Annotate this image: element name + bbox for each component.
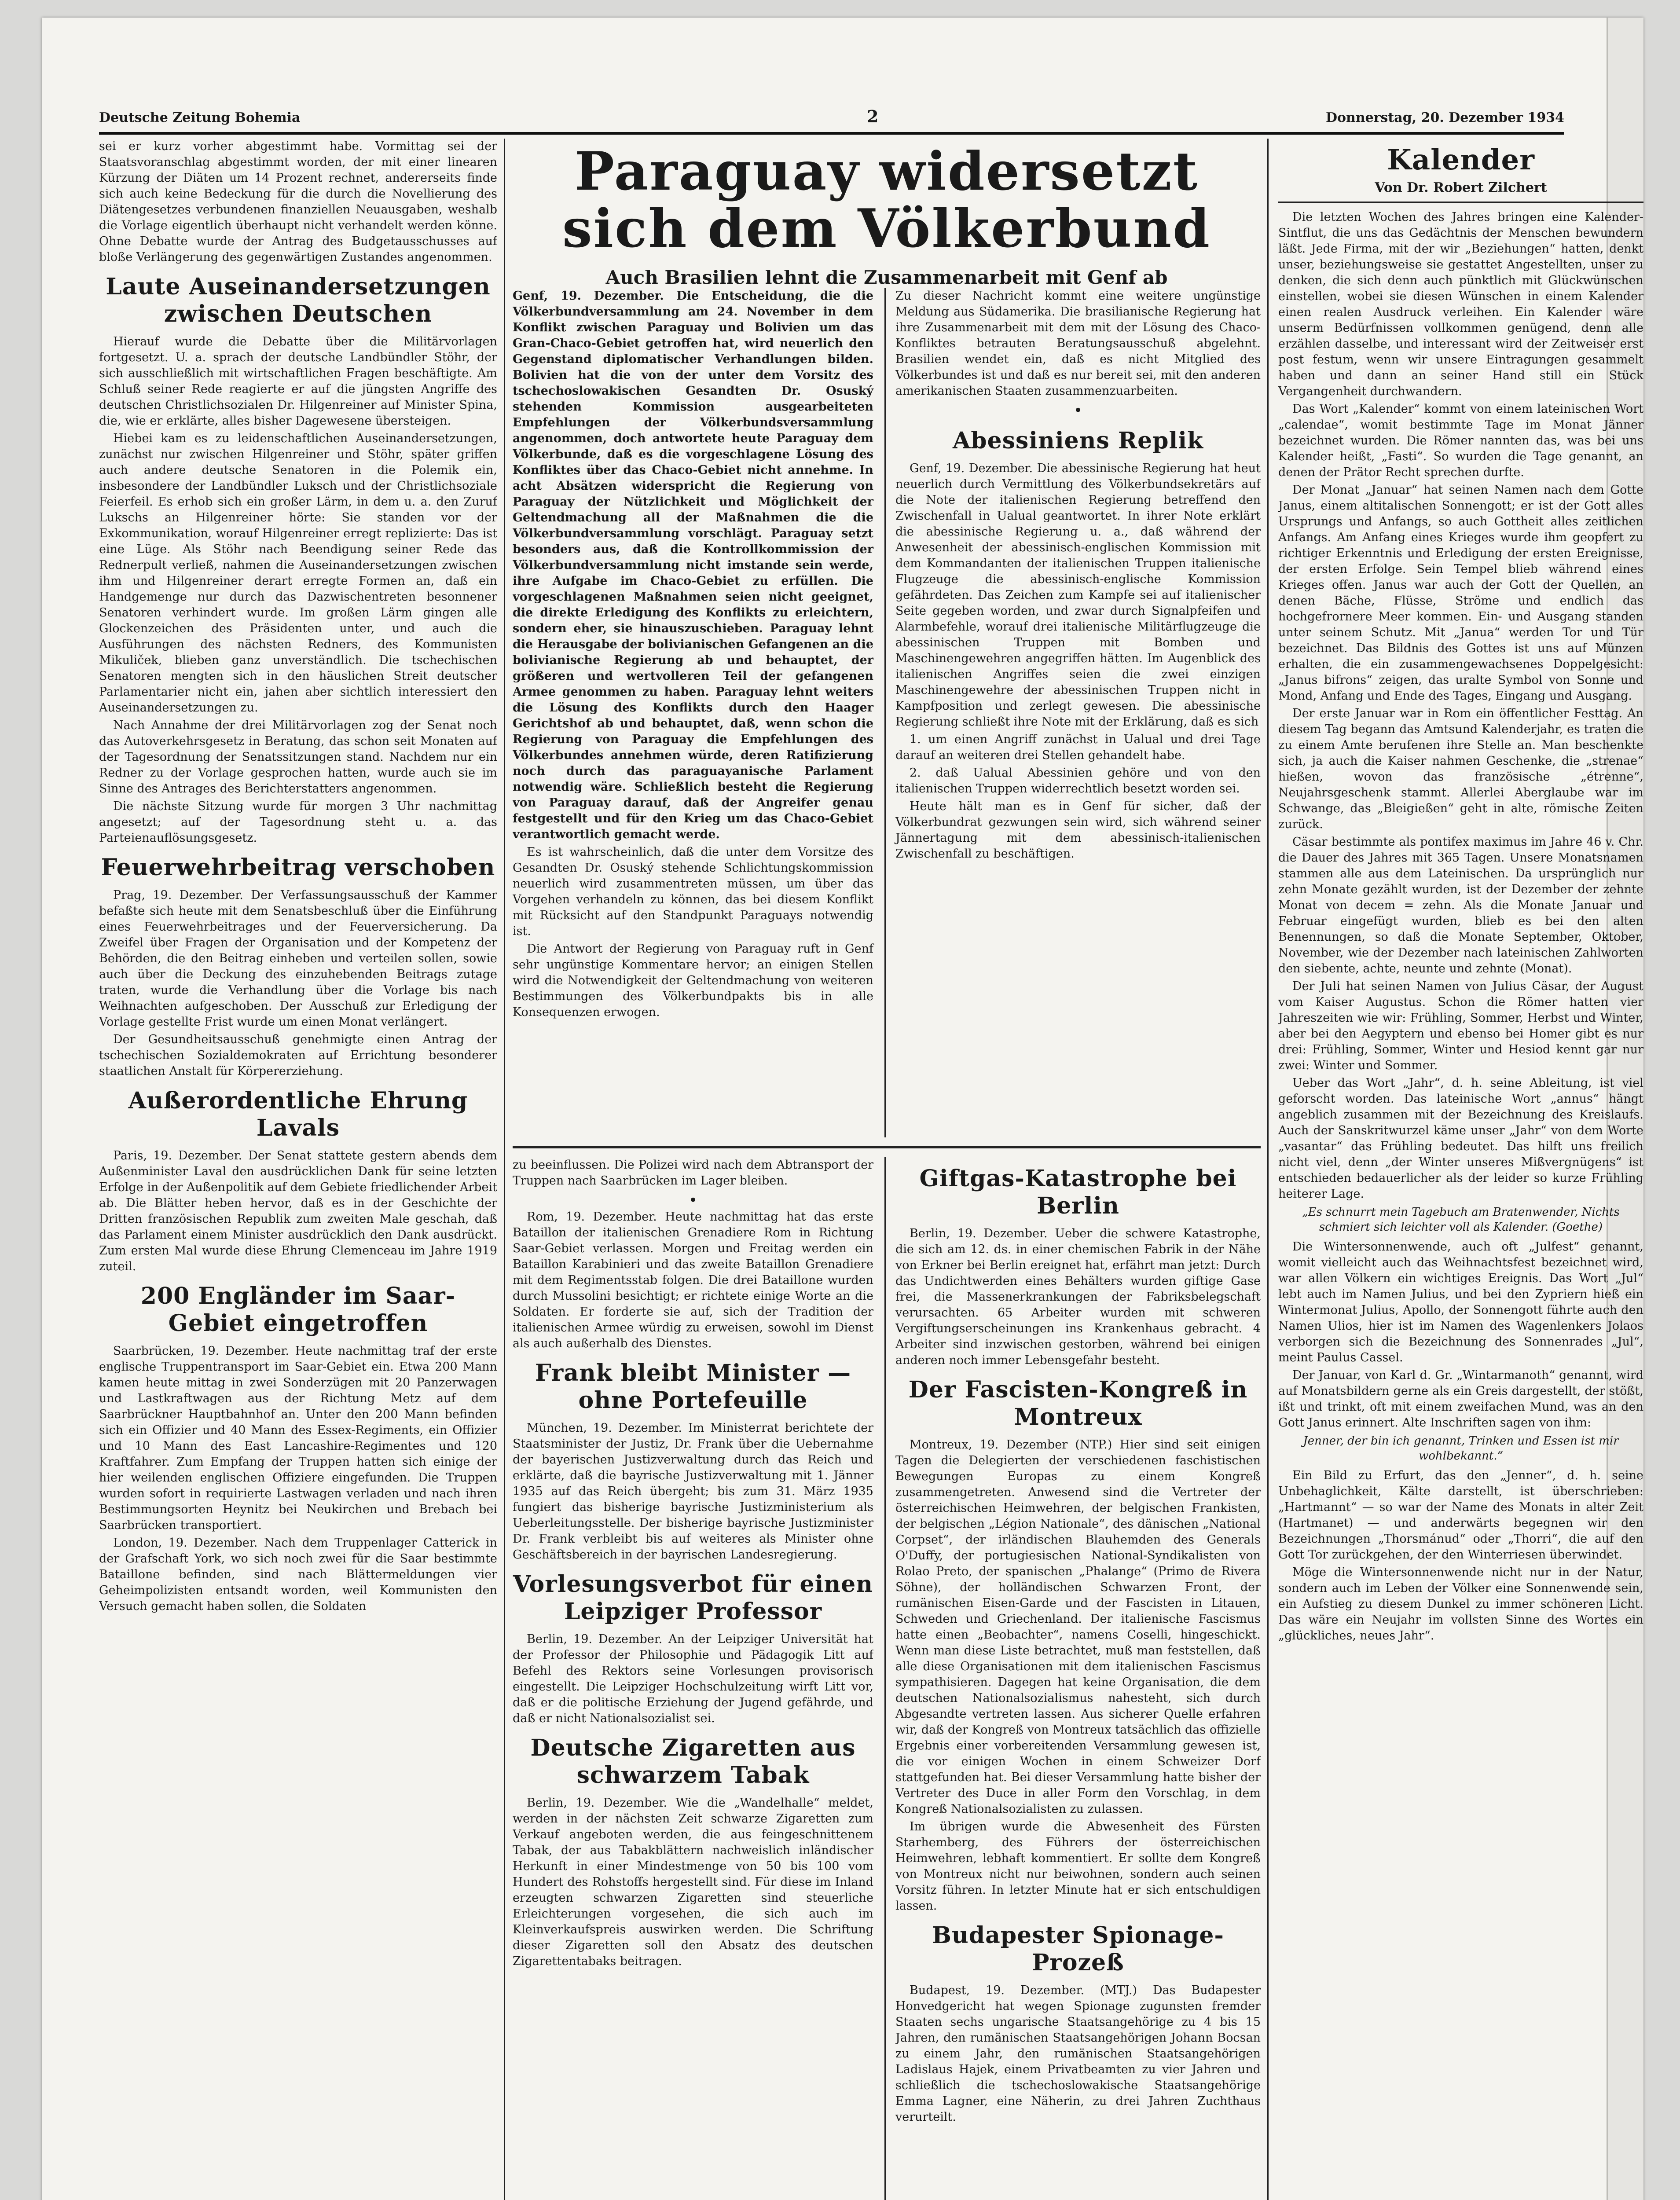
- paragraph: Nach Annahme der drei Militärvorlagen zog der Senat noch das Autoverkehrsgesetz in Beratung, das schon seit Monaten auf der Tagesordnung der Senatssitzungen stand. Nachdem nur ein Redner zu der Vorlage gesprochen hatten, wurde auch sie im Sinne des Antrages des Berichterstatters angenommen.: [99, 719, 497, 796]
- headline-englaender-saar: 200 Engländer im Saar-Gebiet eingetroffen: [140, 1283, 456, 1337]
- byline: Von Dr. Robert Zilchert: [1375, 180, 1547, 195]
- page-number: 2: [867, 106, 879, 126]
- paragraph: Der Gesundheitsausschuß genehmigte einen Antrag der tschechischen Sozialdemokraten auf Errichtung besonderer staatlichen Anstalt für Körpererziehung.: [99, 1033, 497, 1078]
- section-rule: [513, 1146, 1261, 1148]
- paragraph: Hiebei kam es zu leidenschaftlichen Auseinandersetzungen, zunächst nur zwischen Hilgenreiner und Stöhr, später griffen auch andere deutsche Senatoren in die Polemik ein, insbesondere der Landbündler Luksch und der Christlichsoziale Feierfeil. Es erhob sich ein großer Lärm, in dem u. a. den Zuruf Lukschs an Hilgenreiner hörte: Sie standen vor der Exkommunikation, worauf Hilgenreiner erregt replizierte: Das ist eine Lüge. Als Stöhr nach Beendigung seiner Rede das Rednerpult verließ, nahmen die Auseinandersetzungen zwischen ihm und Hilgenreiner derart erregte Formen an, daß ein Handgemenge nur durch das Dazwischentreten besonnener Senatoren verhindert wurde. Im großen Lärm gingen alle Glockenzeichen des Präsidenten unter, und auch die Ausführungen des nächsten Redners, des Kommunisten Mikuliček, blieben ganz unverständlich. Die tschechischen Senatoren mengten sich in den häuslichen Streit deutscher Parlamentarier nicht ein, jahen aber sichtlich interessiert den Auseinandersetzungen zu.: [99, 432, 497, 715]
- column-middle-left: [513, 1157, 873, 2200]
- column-rule: [504, 139, 505, 2200]
- headline-feuerwehrbeitrag: Feuerwehrbeitrag verschoben: [101, 854, 495, 881]
- separator-dot: •: [688, 1192, 698, 1209]
- newspaper-page: [42, 18, 1643, 2200]
- paragraph: Paris, 19. Dezember. Der Senat stattete gestern abends dem Außenminister Laval den ausdrücklichen Dank für seine letzten Erfolge in der Außenpolitik auf dem Gebiete friedlichender Arbeit ab. Die Blätter heben hervor, daß es in der Geschichte der Dritten französischen Republik zum zweiten Male geschah, daß das Parlament einem Minister ausdrücklich den Dank ausdrückt. Zum ersten Mal wurde diese Ehrung Clemenceau im Jahre 1919 zuteil.: [99, 1149, 497, 1273]
- paragraph: Ein Bild zu Erfurt, das den „Jenner“, d. h. seine Unbehaglichkeit, Kälte darstellt, ist überschrieben: „Hartmannt“ — so war der Name des Monats in alter Zeit (Hartmanet) — und anderwärts begegnen wir den Bezeichnungen „Thorsmánud“ oder „Thorri“, die auf den Gott Tor zurückgehen, der den Winterriesen überwindet.: [1278, 1469, 1643, 1562]
- separator-dot: •: [1073, 402, 1083, 419]
- paragraph: Rom, 19. Dezember. Heute nachmittag hat das erste Bataillon der italienischen Grenadiere Rom in Richtung Saar-Gebiet verlassen. Morgen und Freitag werden ein Bataillon Karabinieri und das zweite Bataillon Grenadiere mit dem Regimentsstab folgen. Die drei Bataillone wurden durch Mussolini besichtigt; er richtete einige Worte an die Soldaten. Er forderte sie auf, sich der Tradition der italienischen Armee würdig zu erweisen, sowohl im Dienst als auch außerhalb des Dienstes.: [513, 1210, 873, 1350]
- feuilleton-title: Kalender: [1387, 143, 1535, 176]
- paragraph: Der Januar, von Karl d. Gr. „Wintarmanoth“ genannt, wird auf Monatsbildern gerne als ein Greis dargestellt, der stößt, ißt und trinkt, oft mit einem zweifachen Mund, was an den Gott Janus erinnert. Alte Inschriften sagen von ihm:: [1278, 1368, 1643, 1430]
- column-right: [1278, 139, 1643, 2200]
- paragraph: Der Monat „Januar“ hat seinen Namen nach dem Gotte Janus, einem altitalischen Sonnengott; er ist der Gott alles Ursprungs und Anfangs, so auch Gottheit alles zeitlichen Anfangs. Am Anfang eines Krieges wurde ihm geopfert zu richtiger Erkenntnis und Erledigung der ersten Ereignisse, der ersten Erfolge. Sein Tempel blieb während eines Krieges offen. Janus war auch der Gott der Quellen, an denen Bäche, Flüsse, Ströme und endlich das hochgefrornere Meer kommen. Ein- und Ausgang standen unter seinem Schutz. Mit „Janua“ werden Tor und Tür bezeichnet. Das Bildnis des Gottes ist uns auf Münzen erhalten, die ein zusammengewachsenes Doppelgesicht: „Janus bifrons“ zeigen, das uralte Symbol von Sonne und Mond, Anfang und Ende des Tages, Eingang und Ausgang.: [1278, 483, 1643, 703]
- paragraph: zu beeinflussen. Die Polizei wird nach dem Abtransport der Truppen nach Saarbrücken im Lager bleiben.: [513, 1158, 873, 1188]
- headline-ehrung-lavals: Außerordentliche Ehrung Lavals: [128, 1087, 468, 1141]
- headline-auseinandersetzungen: Laute Auseinandersetzungen zwischen Deutschen: [106, 273, 491, 327]
- goethe-quote: „Es schnurrt mein Tagebuch am Bratenwender, Nichts schmiert sich leichter voll als Kalender. (Goethe): [1302, 1206, 1620, 1234]
- paragraph: London, 19. Dezember. Nach dem Truppenlager Catterick in der Grafschaft York, wo sich noch zwei für die Saar bestimmte Bataillone befinden, sind nach Blättermeldungen vier Geheimpolizisten entsandt worden, weil Kommunisten den Versuch gemacht haben sollen, die Soldaten: [99, 1536, 497, 1613]
- paragraph: Es ist wahrscheinlich, daß die unter dem Vorsitze des Gesandten Dr. Osuský stehende Schlichtungskommission neuerlich wird zusammentreten müssen, um über das Vorgehen verhandeln zu können, das bei diesem Konflikt mit Rücksicht auf den Standpunkt Paraguays notwendig ist.: [513, 845, 873, 938]
- headline-frank: Frank bleibt Minister — ohne Portefeuille: [535, 1360, 851, 1414]
- paragraph: Berlin, 19. Dezember. Wie die „Wandelhalle“ meldet, werden in der nächsten Zeit schwarze Zigaretten zum Verkauf angeboten werden, die aus feingeschnittenem Tabak, der aus Tabakblättern nachweislich inländischer Herkunft in einer Mindestmenge von 50 bis 100 vom Hundert des Rohstoffs hergestellt sind. Für diese im Inland erzeugten schwarzen Zigaretten sind steuerliche Erleichterungen vorgesehen, die sich auch im Kleinverkaufspreis auswirken werden. Die Schriftung dieser Zigaretten soll den Absatz des deutschen Zigarettentabaks beitragen.: [513, 1796, 873, 1968]
- headline-zigaretten: Deutsche Zigaretten aus schwarzem Tabak: [530, 1734, 856, 1789]
- paragraph: Genf, 19. Dezember. Die abessinische Regierung hat heut neuerlich durch Vermittlung des Völkerbundsekretärs auf die Note der italienischen Regierung betreffend den Zwischenfall in Ualual geantwortet. In ihrer Note erklärt die abessinische Regierung u. a., daß während der Anwesenheit der abessinisch-englischen Kommission mit dem Kommandanten der italienischen Truppen italienische Flugzeuge die abessinisch-englische Kommission gefährdeten. Das Zeichen zum Kampfe sei auf italienischer Seite gegeben worden, und zwar durch Signalpfeifen und Alarmbefehle, worauf drei italienische Militärflugzeuge die abessinischen Truppen mit Bomben und Maschinengewehren angegriffen hätten. Im Augenblick des italienischen Angriffes seien die zwei einzigen Maschinengewehre der abessinischen Truppen nicht in Kampfposition und zerlegt gewesen. Die abessinische Regierung schließt ihre Note mit der Erklärung, daß es sich: [895, 462, 1261, 729]
- column-rule: [1267, 139, 1269, 2200]
- column-left: [99, 139, 497, 2200]
- paragraph: Möge die Wintersonnenwende nicht nur in der Natur, sondern auch im Leben der Völker eine Sonnenwende sein, ein Aufstieg zu diesem Dunkel zu immer schöneren Licht. Das wäre ein Neujahr im vollsten Sinne des Wortes ein „glückliches, neues Jahr“.: [1278, 1566, 1643, 1643]
- paragraph: Im übrigen wurde die Abwesenheit des Fürsten Starhemberg, des Führers der österreichischen Heimwehren, lebhaft kommentiert. Er sollte dem Kongreß von Montreux nicht nur beiwohnen, sondern auch seinen Vorsitz führen. In letzter Minute hat er sich entschuldigen lassen.: [895, 1820, 1261, 1913]
- headline-leipzig: Vorlesungsverbot für einen Leipziger Professor: [513, 1571, 873, 1625]
- paragraph: Der Juli hat seinen Namen von Julius Cäsar, der August vom Kaiser Augustus. Schon die Römer hatten vier Jahreszeiten wie wir: Frühling, Sommer, Herbst und Winter, aber bei den Aegyptern und ebenso bei Homer gibt es nur drei: Frühling, Sommer, Winter und Hesiod kennt gar nur zwei: Winter und Sommer.: [1278, 979, 1643, 1072]
- headline-abessinien: Abessiniens Replik: [952, 427, 1204, 454]
- issue-date: Donnerstag, 20. Dezember 1934: [1325, 110, 1564, 125]
- paragraph: Der erste Januar war in Rom ein öffentlicher Festtag. An diesem Tag begann das Amtsund Kalenderjahr, es traten die zu einem Amte berufenen ihre Stelle an. Man beschenkte sich, ja auch die Kaiser nahmen Geschenke, die „strenae“ hießen, wovon das französische „étrenne“, Neujahrsgeschenk stammt. Allerlei Aberglaube war im Schwange, das „Bleigießen“ geht in alte, römische Zeiten zurück.: [1278, 707, 1643, 831]
- paragraph: Cäsar bestimmte als pontifex maximus im Jahre 46 v. Chr. die Dauer des Jahres mit 365 Tagen. Unsere Monatsnamen stammen alle aus dem Lateinischen. Da ursprünglich nur zehn Monate gezählt wurden, ist der Dezember der zehnte Monat von decem = zehn. Als die Monate Januar und Februar eingefügt wurden, blieb es bei den alten Benennungen, so daß die Monate September, Oktober, November, wie der Dezember nach lateinischen Zahlworten den siebente, achte, neunte und zehnte (Monat).: [1278, 835, 1643, 975]
- headline-giftgas: Giftgas-Katastrophe bei Berlin: [919, 1165, 1237, 1219]
- column-rule: [884, 288, 886, 1137]
- paragraph: Die Wintersonnenwende, auch oft „Julfest“ genannt, womit vielleicht auch das Weihnachtsfest bezeichnet wird, war allen Völkern ein wichtiges Ereignis. Das Wort „Jul“ lebt auch im Namen Julius, und bei den Zypriern hieß ein Wintermonat Julius, Apollo, der Sonnengott führte auch den Namen Ulios, hier ist im Namen des Wagenlenkers Jolaos verborgen sich die Bezeichnung des Sonnenrades „Jul“, meint Paulus Cassel.: [1278, 1240, 1643, 1364]
- rule: [1278, 202, 1643, 203]
- paragraph: Das Wort „Kalender“ kommt von einem lateinischen Wort „calendae“, womit bestimmte Tage im Monat Jänner bezeichnet wurden. Die Römer nannten das, was bei uns Kalender heißt, „Fasti“. So wurden die Tage genannt, an denen der Prätor Recht sprechen durfte.: [1278, 402, 1643, 479]
- paragraph: Prag, 19. Dezember. Der Verfassungsausschuß der Kammer befaßte sich heute mit dem Senatsbeschluß über die Einführung eines Feuerwehrbeitrages und der Feuerversicherung. Da Zweifel über Fragen der Organisation und der Kompetenz der Behörden, die den Beitrag einheben und verteilen sollen, sowie auch über die Deckung des einzuhebenden Beitrags zutage traten, wurde die Verhandlung über die Vorlage bis nach Weihnachten aufgeschoben. Der Ausschuß zur Erledigung der Vorlage gestellte Frist wurde um einen Monat verlängert.: [99, 888, 497, 1029]
- main-article-left-column: [513, 288, 873, 1022]
- paragraph: Budapest, 19. Dezember. (MTJ.) Das Budapester Honvedgericht hat wegen Spionage zugunsten fremder Staaten sechs ungarische Staatsangehörige zu 4 bis 15 Jahren, den rumänischen Staatsangehörigen Johann Bocsan zu einem Jahr, den rumänischen Staatsangehörigen Ladislaus Hajek, einem Privatbeamten zu vier Jahren und schließlich die tschechoslowakische Staatsangehörige Emma Lagner, eine Näherin, zu drei Jahren Zuchthaus verurteilt.: [895, 1984, 1261, 2124]
- paragraph: Montreux, 19. Dezember (NTP.) Hier sind seit einigen Tagen die Delegierten der verschiedenen faschistischen Bewegungen Europas zu einem Kongreß zusammengetreten. Anwesend sind die Vertreter der österreichischen Heimwehren, der belgischen Frankisten, der belgischen „Légion Nationale“, des dänischen „National Corpset“, der irländischen Blauhemden des Generals O'Duffy, der portugiesischen National-Syndikalisten von Rolao Preto, der spanischen „Phalange“ (Primo de Rivera Söhne), der holländischen Schwarzen Front, der rumänischen Eisen-Garde und der Fascisten in Litauen, Schweden und Griechenland. Der italienische Fascismus hatte einen „Beobachter“, namens Coselli, hingeschickt. Wenn man diese Liste betrachtet, muß man feststellen, daß alle diese Organisationen mit dem italienischen Fascismus sympathisieren. Dagegen hat keine Organisation, die dem deutschen Nationalsozialismus nahesteht, sich durch Abgesandte vertreten lassen. Aus sicherer Quelle erfahren wir, daß der Kongreß von Montreux tatsächlich das offizielle Ergebnis einer vorbereitenden Versammlung gewesen ist, die vor einigen Wochen in einem Schweizer Dorf stattgefunden hat. Bei dieser Versammlung hatte bisher der Vertreter des Duce in aller Form den Vorschlag, in dem Kongreß Nationalsozialisten zu zulassen.: [895, 1438, 1261, 1816]
- masthead: [99, 92, 1564, 135]
- paragraph: Saarbrücken, 19. Dezember. Heute nachmittag traf der erste englische Truppentransport im Saar-Gebiet ein. Etwa 200 Mann kamen heute mittag in zwei Sonderzügen mit 20 Panzerwagen und Lastkraftwagen aus der Richtung Metz auf dem Saarbrückner Hauptbahnhof an. Unter den 200 Mann befinden sich ein Offizier und 40 Mann des Essex-Regiments, ein Offizier und 10 Mann des East Lancashire-Regimentes und 120 Kraftfahrer. Zum Empfang der Truppen hatten sich einige der hier weilenden englischen Offiziere eingefunden. Die Truppen wurden sofort in requirierte Lastwagen verladen und nach ihren Bestimmungsorten Heynitz bei Neukirchen und Brebach bei Saarbrücken transportiert.: [99, 1344, 497, 1532]
- article-continuation: sei er kurz vorher abgestimmt habe. Vormittag sei der Staatsvoranschlag abgestimmt worden, der mit einer linearen Kürzung der Diäten um 14 Prozent rechnet, andererseits finde sich auch keine Bedeckung für die durch die Novellierung des Diätengesetzes verbundenen finanziellen Neuausgaben, weshalb die Vorlage eigentlich überhaupt nicht verhandelt werden könne. Ohne Debatte wurde der Antrag des Budgetausschusses auf bloße Verlängerung des gegenwärtigen Zustandes angenommen.: [99, 139, 497, 264]
- column-middle-right: [895, 1157, 1261, 2200]
- main-subheadline: Auch Brasilien lehnt die Zusammenarbeit mit Genf ab: [605, 267, 1168, 288]
- main-article: [513, 139, 1261, 1142]
- paragraph: Die Antwort der Regierung von Paraguay ruft in Genf sehr ungünstige Kommentare hervor; an einigen Stellen wird die Notwendigkeit der Geltendmachung von weiteren Bestimmungen des Völkerbundpakts bis in alle Konsequenzen erwogen.: [513, 942, 873, 1019]
- paragraph: 1. um einen Angriff zunächst in Ualual und drei Tage darauf an weiteren drei Stellen gehandelt habe.: [895, 733, 1261, 762]
- paragraph: Die letzten Wochen des Jahres bringen eine Kalender-Sintflut, die uns das Gedächtnis der Menschen bewundern läßt. Jede Firma, mit der wir „Beziehungen“ hatten, denkt unser, beziehungsweise sie gestattet Angestellten, unser zu denken, die sich denn auch pünktlich mit Glückwünschen einstellen, wobei sie diesen Wünschen in einem Kalender einen realen Ausdruck verleihen. Ein Kalender wäre unserm Bedürfnissen vollkommen genügend, denn alle erzählen dasselbe, und interessant wird der Zeitweiser erst post festum, wenn wir unsere Eintragungen gesammelt haben und dann an seiner Hand still ein Stück Vergangenheit durchwandern.: [1278, 210, 1643, 398]
- paragraph: Zu dieser Nachricht kommt eine weitere ungünstige Meldung aus Südamerika. Die brasilianische Regierung hat ihre Zusammenarbeit mit dem mit der Lösung des Chaco-Konfliktes betrauten Beratungsausschuß abgelehnt. Brasilien wendet ein, daß es nicht Mitglied des Völkerbundes ist und daß es nur bereit sei, mit den anderen amerikanischen Staaten zusammenzuarbeiten.: [895, 289, 1261, 398]
- paragraph: Genf, 19. Dezember. Die Entscheidung, die die Völkerbundversammlung am 24. November in dem Konflikt zwischen Paraguay und Bolivien um das Gran-Chaco-Gebiet getroffen hat, wird neuerlich den Gegenstand diplomatischer Verhandlungen bilden. Bolivien hat die von der unter dem Vorsitz des tschechoslowakischen Gesandten Dr. Osuský stehenden Kommission ausgearbeiteten Empfehlungen der Völkerbundsversammlung angenommen, doch antwortete heute Paraguay dem Völkerbunde, daß es die vorgeschlagene Lösung des Konfliktes über das Chaco-Gebiet nicht annehme. In acht Absätzen widerspricht die Regierung von Paraguay der Nützlichkeit und Möglichkeit der Geltendmachung all der Maßnahmen die die Völkerbundversammlung vorschlägt. Paraguay setzt besonders aus, daß die Kontrollkommission der Völkerbundversammlung nicht imstande sein werde, ihre Aufgabe im Chaco-Gebiet zu erfüllen. Die vorgeschlagenen Maßnahmen seien nicht geeignet, die direkte Erledigung des Konflikts zu erleichtern, sondern eher, sie hinauszuschieben. Paraguay lehnt die Herausgabe der bolivianischen Gefangenen an die bolivianische Regierung ab und behauptet, der größeren und wertvolleren Teil der gefangenen Armee genommen zu haben. Paraguay lehnt weiters die Lösung des Konflikts durch den Haager Gerichtshof ab und behauptet, daß, wenn schon die Regierung von Paraguay die Empfehlungen des Völkerbundes annehmen würde, deren Ratifizierung noch durch das paraguayanische Parlament notwendig wäre. Schließlich besteht die Regierung von Paraguay darauf, daß der Angreifer genau festgestellt und für den Krieg um das Chaco-Gebiet verantwortlich gemacht werde.: [513, 289, 873, 841]
- paragraph: Berlin, 19. Dezember. An der Leipziger Universität hat der Professor der Philosophie und Pädagogik Litt auf Befehl des Rektors seine Vorlesungen provisorisch eingestellt. Die Leipziger Hochschulzeitung wirft Litt vor, daß er die politische Erziehung der Jugend gefährde, und daß er nicht Nationalsozialist sei.: [513, 1632, 873, 1725]
- paragraph: Die nächste Sitzung wurde für morgen 3 Uhr nachmittag angesetzt; auf der Tagesordnung steht u. a. das Parteienauflösungsgesetz.: [99, 799, 497, 845]
- paragraph: Hierauf wurde die Debatte über die Militärvorlagen fortgesetzt. U. a. sprach der deutsche Landbündler Stöhr, der sich ausschließlich mit wirtschaftlichen Fragen beschäftigte. Am Schluß seiner Rede reagierte er auf die jüngsten Angriffe des deutschen Christlichsozialen Dr. Hilgenreiner auf Minister Spina, die, wie er erklärte, alles bisher Dagewesene übersteigen.: [99, 335, 497, 428]
- paragraph: 2. daß Ualual Abessinien gehöre und von den italienischen Truppen widerrechtlich besetzt worden sei.: [895, 766, 1261, 796]
- paragraph: Berlin, 19. Dezember. Ueber die schwere Katastrophe, die sich am 12. ds. in einer chemischen Fabrik in der Nähe von Erkner bei Berlin ereignet hat, erfährt man jetzt: Durch das Undichtwerden eines Behälters wurden giftige Gase frei, die Massenerkrankungen der Fabriksbelegschaft verursachten. 65 Arbeiter wurden mit schweren Vergiftungserscheinungen ins Krankenhaus gebracht. 4 Arbeiter sind inzwischen gestorben, während bei einigen anderen noch immer Lebensgefahr besteht.: [895, 1227, 1261, 1367]
- newspaper-name: Deutsche Zeitung Bohemia: [99, 110, 301, 125]
- paragraph: München, 19. Dezember. Im Ministerrat berichtete der Staatsminister der Justiz, Dr. Frank über die Uebernahme der bayerischen Justizverwaltung durch das Reich und erklärte, daß die bayrische Justizverwaltung mit 1. Jänner 1935 auf das Reich übergeht; bis zum 31. März 1935 fungiert das bisherige bayrische Justizministerium als Ueberleitungsstelle. Der bisherige bayrische Justizminister Dr. Frank verbleibt bis auf weiteres als Minister ohne Geschäftsbereich in der bayrischen Landesregierung.: [513, 1421, 873, 1562]
- verse-quote: Jenner, der bin ich genannt, Trinken und Essen ist mir wohlbekannt.“: [1303, 1434, 1619, 1463]
- headline-spionage-prozess: Budapester Spionage-Prozeß: [932, 1922, 1224, 1976]
- main-headline: Paraguay widersetzt sich dem Völkerbund: [562, 140, 1211, 260]
- paragraph: Ueber das Wort „Jahr“, d. h. seine Ableitung, ist viel geforscht worden. Das lateinische Wort „annus“ hängt angeblich zusammen mit der Bezeichnung des Kreislaufs. Auch der Sanskritwurzel käme unser „Jahr“ von dem Worte „vasantar“ das Frühling bedeutet. Das hilft uns freilich nicht viel, denn „der Winter unseres Mißvergnügens“ ist entschieden bedauerlicher als der leider so kurze Frühling heiterer Lage.: [1278, 1076, 1643, 1201]
- paragraph: Heute hält man es in Genf für sicher, daß der Völkerbundrat gezwungen sein wird, sich während seiner Jännertagung mit dem abessinisch-italienischen Zwischenfall zu beschäftigen.: [895, 799, 1261, 861]
- headline-fascisten-kongress: Der Fascisten-Kongreß in Montreux: [908, 1376, 1248, 1430]
- main-article-right-column: [895, 288, 1261, 864]
- column-rule: [884, 1157, 886, 2200]
